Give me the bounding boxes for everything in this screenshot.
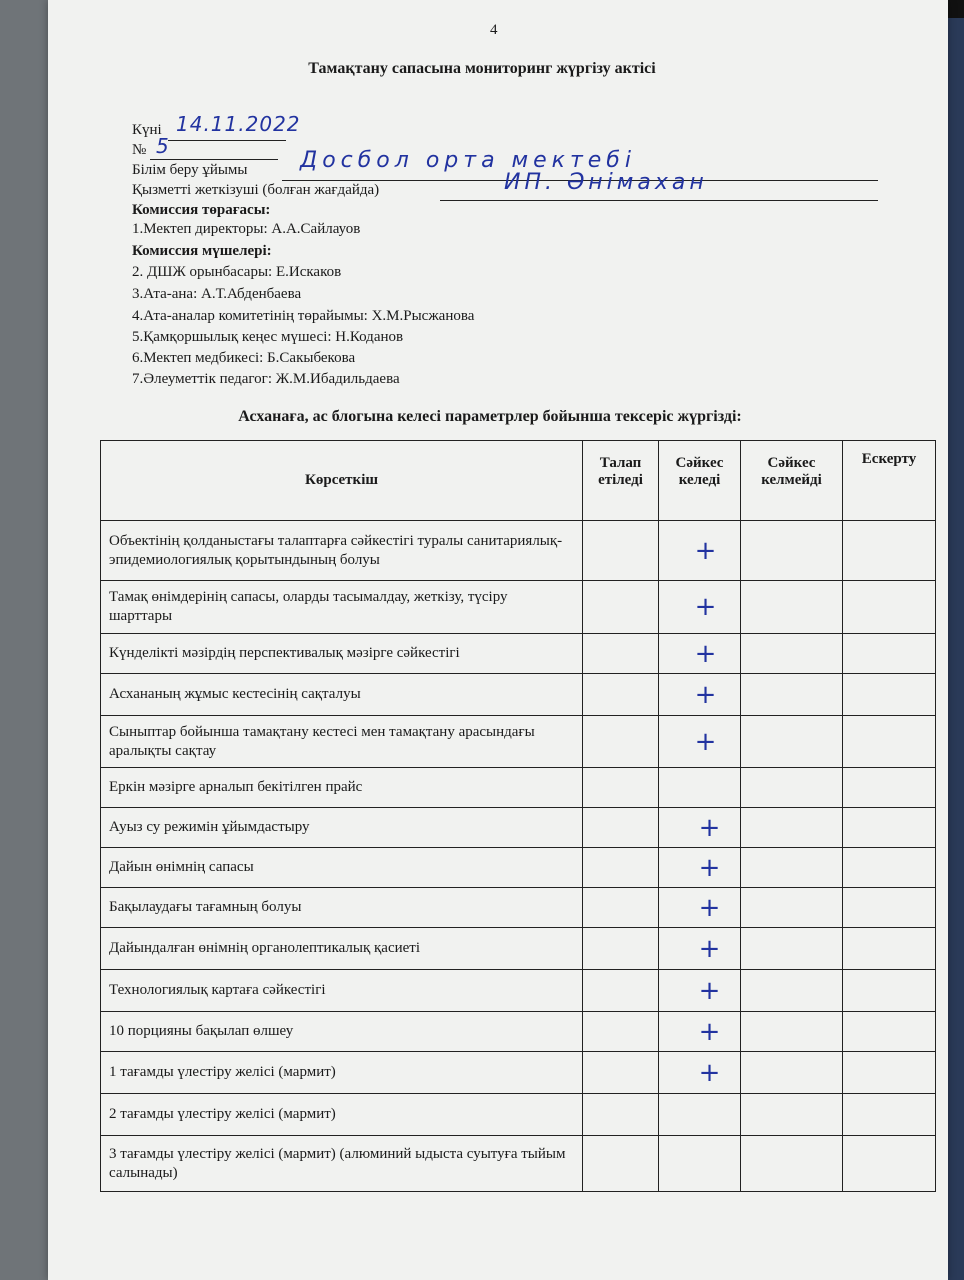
matches-cell — [659, 1094, 741, 1136]
member-item: 5.Қамқоршылық кеңес мүшесі: Н.Коданов — [132, 329, 404, 345]
table-row — [101, 1012, 936, 1052]
not-matches-cell — [741, 768, 843, 808]
not-matches-cell — [741, 1012, 843, 1052]
indicator-cell: Сыныптар бойынша тамақтану кестесі мен тамақтану арасындағы аралықты сақтау — [101, 716, 583, 768]
members-heading: Комиссия мүшелері: — [132, 243, 272, 259]
header-required: Талап етіледі — [583, 441, 659, 521]
chair-heading: Комиссия төрағасы: — [132, 202, 271, 218]
member-item: 3.Ата-ана: А.Т.Абденбаева — [132, 286, 302, 302]
note-cell — [843, 1052, 936, 1094]
member-item: 4.Ата-аналар комитетінің төрайымы: Х.М.Рысжанова — [132, 308, 475, 324]
not-matches-cell — [741, 970, 843, 1012]
document-title: Тамақтану сапасына мониторинг жүргізу актісі — [308, 60, 656, 77]
required-cell — [583, 970, 659, 1012]
supplier-value: ИП. Әнімахан — [504, 170, 708, 195]
note-cell — [843, 848, 936, 888]
matches-cell — [659, 1052, 741, 1094]
required-cell — [583, 1052, 659, 1094]
header-not-matches: Сәйкес келмейді — [741, 441, 843, 521]
binder-edge — [948, 0, 964, 1280]
table-row — [101, 521, 936, 581]
note-cell — [843, 928, 936, 970]
matches-cell — [659, 1012, 741, 1052]
required-cell — [583, 848, 659, 888]
table-row — [101, 716, 936, 768]
indicator-cell: 2 тағамды үлестіру желісі (мармит) — [101, 1094, 583, 1136]
table-header-row — [101, 441, 936, 521]
note-cell — [843, 1094, 936, 1136]
note-cell — [843, 970, 936, 1012]
table-row — [101, 634, 936, 674]
not-matches-cell — [741, 581, 843, 634]
required-cell — [583, 716, 659, 768]
note-cell — [843, 888, 936, 928]
matches-cell — [659, 768, 741, 808]
required-cell — [583, 674, 659, 716]
indicator-cell: Объектінің қолданыстағы талаптарға сәйкестігі туралы санитариялық-эпидемиологиялық қорытындының болуы — [101, 521, 583, 581]
required-cell — [583, 928, 659, 970]
table-row — [101, 848, 936, 888]
indicator-cell: Дайын өнімнің сапасы — [101, 848, 583, 888]
date-label: Күні — [132, 122, 162, 138]
check-mark: + — [698, 1016, 721, 1047]
date-value: 14.11.2022 — [176, 112, 301, 136]
indicator-cell: Бақылаудағы тағамның болуы — [101, 888, 583, 928]
inspection-heading: Асханаға, ас блогына келесі параметрлер бойынша тексеріс жүргізді: — [238, 408, 742, 425]
matches-cell — [659, 928, 741, 970]
page-number: 4 — [490, 22, 498, 38]
header-indicator: Көрсеткіш — [101, 441, 583, 521]
table-row — [101, 1136, 936, 1192]
check-mark: + — [694, 679, 717, 710]
note-cell — [843, 521, 936, 581]
check-mark: + — [698, 852, 721, 883]
not-matches-cell — [741, 521, 843, 581]
member-item: 7.Әлеуметтік педагог: Ж.М.Ибадильдаева — [132, 371, 400, 387]
number-underline — [150, 159, 278, 160]
check-mark: + — [694, 535, 717, 566]
not-matches-cell — [741, 888, 843, 928]
school-label: Білім беру ұйымы — [132, 162, 248, 178]
indicator-cell: Асхананың жұмыс кестесінің сақталуы — [101, 674, 583, 716]
check-mark: + — [698, 933, 721, 964]
indicator-cell: Еркін мәзірге арналып бекітілген прайс — [101, 768, 583, 808]
required-cell — [583, 768, 659, 808]
indicator-cell: Тамақ өнімдерінің сапасы, оларды тасымалдау, жеткізу, түсіру шарттары — [101, 581, 583, 634]
matches-cell — [659, 1136, 741, 1192]
note-cell — [843, 1012, 936, 1052]
matches-cell — [659, 674, 741, 716]
indicator-cell: 1 тағамды үлестіру желісі (мармит) — [101, 1052, 583, 1094]
not-matches-cell — [741, 808, 843, 848]
chair-name: 1.Мектеп директоры: А.А.Сайлауов — [132, 221, 361, 237]
indicator-cell: Дайындалған өнімнің органолептикалық қасиеті — [101, 928, 583, 970]
number-value: 5 — [156, 134, 170, 158]
not-matches-cell — [741, 674, 843, 716]
inspection-table — [100, 440, 936, 1192]
check-mark: + — [698, 812, 721, 843]
number-label: № — [132, 142, 147, 158]
not-matches-cell — [741, 1052, 843, 1094]
member-item: 6.Мектеп медбикесі: Б.Сакыбекова — [132, 350, 356, 366]
table-row — [101, 768, 936, 808]
note-cell — [843, 808, 936, 848]
matches-cell — [659, 888, 741, 928]
indicator-cell: Күнделікті мәзірдің перспективалық мәзірге сәйкестігі — [101, 634, 583, 674]
school-value: Досбол орта мектебі — [300, 148, 636, 173]
note-cell — [843, 768, 936, 808]
header-note: Ескерту — [843, 441, 936, 521]
check-mark: + — [698, 1057, 721, 1088]
date-underline — [168, 140, 286, 141]
table-row — [101, 970, 936, 1012]
check-mark: + — [694, 726, 717, 757]
matches-cell — [659, 848, 741, 888]
supplier-label: Қызметті жеткізуші (болған жағдайда) — [132, 182, 380, 198]
check-mark: + — [698, 892, 721, 923]
matches-cell — [659, 581, 741, 634]
not-matches-cell — [741, 716, 843, 768]
required-cell — [583, 1012, 659, 1052]
required-cell — [583, 581, 659, 634]
table-row — [101, 808, 936, 848]
table-row — [101, 1094, 936, 1136]
number-field — [132, 134, 170, 159]
required-cell — [583, 1094, 659, 1136]
required-cell — [583, 521, 659, 581]
note-cell — [843, 716, 936, 768]
required-cell — [583, 808, 659, 848]
not-matches-cell — [741, 928, 843, 970]
indicator-cell: 3 тағамды үлестіру желісі (мармит) (алюминий ыдыста суытуға тыйым салынады) — [101, 1136, 583, 1192]
table-row — [101, 674, 936, 716]
check-mark: + — [694, 638, 717, 669]
header-matches: Сәйкес келеді — [659, 441, 741, 521]
note-cell — [843, 634, 936, 674]
check-mark: + — [694, 592, 717, 622]
not-matches-cell — [741, 1094, 843, 1136]
table-row — [101, 928, 936, 970]
matches-cell — [659, 634, 741, 674]
matches-cell — [659, 716, 741, 768]
table-row — [101, 888, 936, 928]
required-cell — [583, 888, 659, 928]
indicator-cell: 10 порцияны бақылап өлшеу — [101, 1012, 583, 1052]
table-row — [101, 581, 936, 634]
member-item: 2. ДШЖ орынбасары: Е.Искаков — [132, 264, 342, 280]
indicator-cell: Ауыз су режимін ұйымдастыру — [101, 808, 583, 848]
check-mark: + — [698, 975, 721, 1006]
required-cell — [583, 1136, 659, 1192]
note-cell — [843, 1136, 936, 1192]
indicator-cell: Технологиялық картаға сәйкестігі — [101, 970, 583, 1012]
supplier-underline — [440, 200, 878, 201]
matches-cell — [659, 521, 741, 581]
not-matches-cell — [741, 1136, 843, 1192]
not-matches-cell — [741, 848, 843, 888]
note-cell — [843, 581, 936, 634]
matches-cell — [659, 970, 741, 1012]
matches-cell — [659, 808, 741, 848]
table-row — [101, 1052, 936, 1094]
not-matches-cell — [741, 634, 843, 674]
required-cell — [583, 634, 659, 674]
note-cell — [843, 674, 936, 716]
